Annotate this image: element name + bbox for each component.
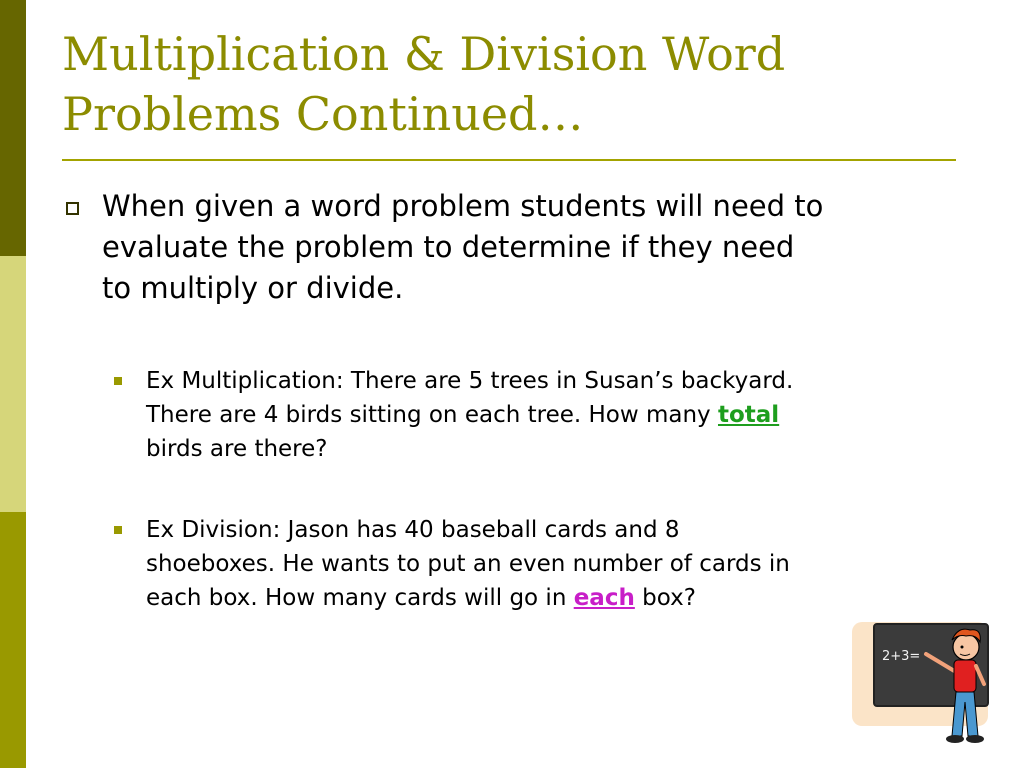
- main-bullet-line-3: to multiply or divide.: [102, 271, 404, 305]
- sidebar-accent-bar: [0, 0, 26, 768]
- example-division-line-2: shoeboxes. He wants to put an even number of cards in: [146, 551, 790, 577]
- slide-title-line-1: Multiplication & Division Word: [62, 27, 786, 81]
- example-multiplication-text: [146, 364, 974, 466]
- example-division-line-1: Ex Division: Jason has 40 baseball cards and 8: [146, 517, 680, 543]
- teacher-eye: [961, 646, 964, 649]
- example-division-line-3-end: box?: [634, 585, 696, 611]
- example-division-line-3-text: each box. How many cards will go in: [146, 585, 574, 611]
- example-division-text: [146, 513, 974, 615]
- main-bullet-line-2: evaluate the problem to determine if they need: [102, 230, 795, 264]
- title-divider: [62, 159, 956, 161]
- sidebar-segment-dark: [0, 0, 26, 256]
- example-multiplication-line-2-text: There are 4 birds sitting on each tree. How many: [146, 402, 718, 428]
- teacher-left-shoe: [946, 735, 964, 743]
- filled-square-bullet-icon: [114, 526, 122, 534]
- filled-square-bullet-icon: [114, 377, 122, 385]
- highlight-each: each: [573, 585, 635, 611]
- teacher-shirt: [954, 660, 976, 692]
- example-multiplication-line-1: Ex Multiplication: There are 5 trees in Susan’s backyard.: [146, 368, 794, 394]
- example-multiplication-line-3: birds are there?: [146, 436, 328, 462]
- chalkboard-equation: 2+3=: [882, 649, 921, 664]
- example-multiplication-line-2: [146, 398, 974, 432]
- sidebar-segment-mid: [0, 512, 26, 768]
- main-bullet-line-1: When given a word problem students will need to: [102, 189, 824, 223]
- teacher-right-shoe: [966, 735, 984, 743]
- teacher-head: [953, 634, 979, 660]
- hollow-square-bullet-icon: [66, 202, 79, 215]
- slide-title: [62, 24, 962, 144]
- teacher-chalkboard-clipart: [852, 620, 992, 748]
- example-division-line-3: [146, 581, 974, 615]
- highlight-total: total: [717, 402, 780, 428]
- sidebar-segment-light: [0, 256, 26, 512]
- slide-title-line-2: Problems Continued…: [62, 87, 584, 141]
- main-bullet-text: [102, 186, 966, 309]
